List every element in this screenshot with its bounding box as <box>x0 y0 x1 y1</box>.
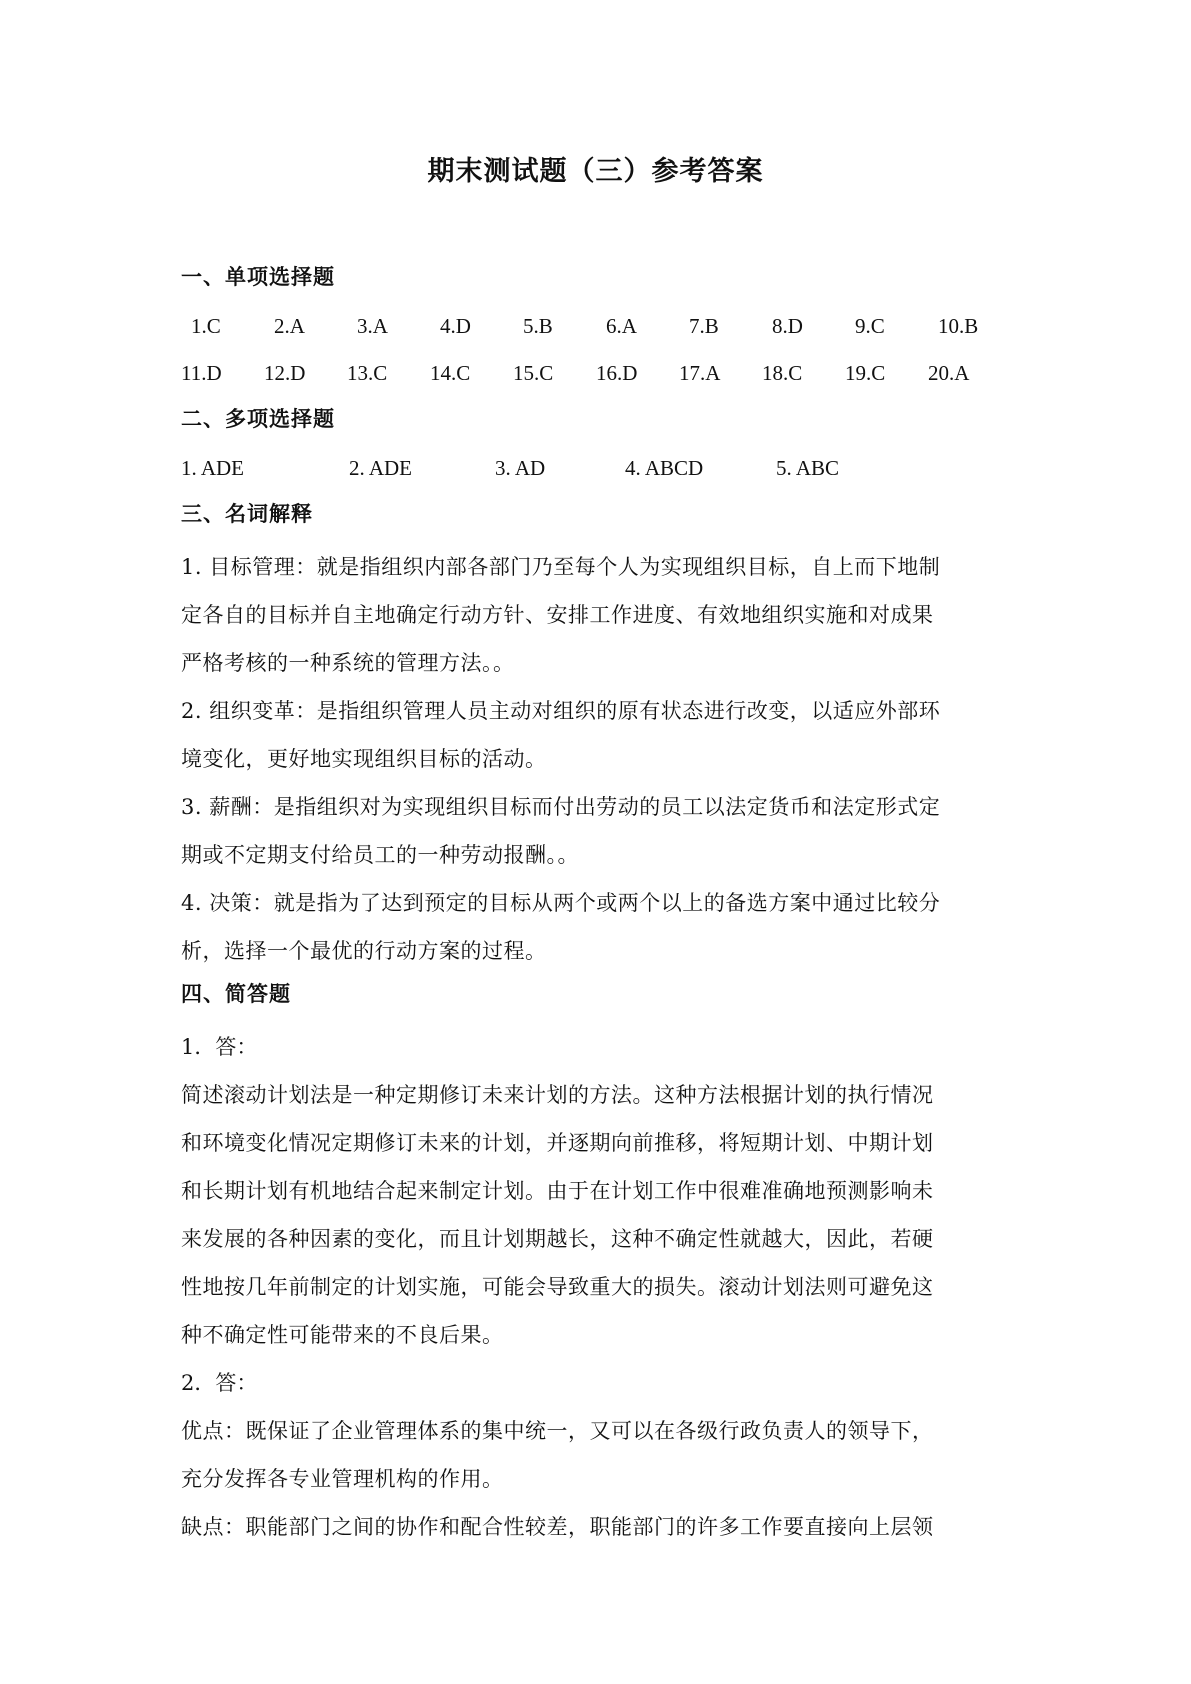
answer-item: 1. ADE <box>181 456 244 480</box>
answer-item: 19.C <box>845 361 886 385</box>
term-definition-4 <box>181 879 1016 975</box>
text-line: 境变化，更好地实现组织目标的活动。 <box>181 747 547 771</box>
answer-item: 5.B <box>523 314 553 338</box>
single-choice-row-2 <box>181 353 1016 400</box>
text-line: 析，选择一个最优的行动方案的过程。 <box>181 939 547 963</box>
text-line: 缺点：职能部门之间的协作和配合性较差，职能部门的许多工作要直接向上层领 <box>181 1515 934 1539</box>
short-answer-label-2: 2．答： <box>181 1371 258 1395</box>
section-heading-short-answer: 四、简答题 <box>181 982 291 1006</box>
text-line: 来发展的各种因素的变化，而且计划期越长，这种不确定性就越大，因此，若硬 <box>181 1227 934 1251</box>
text-line: 和长期计划有机地结合起来制定计划。由于在计划工作中很难准确地预测影响未 <box>181 1179 934 1203</box>
text-line: 3. 薪酬：是指组织对为实现组织目标而付出劳动的员工以法定货币和法定形式定 <box>181 795 941 819</box>
text-line: 种不确定性可能带来的不良后果。 <box>181 1323 504 1347</box>
answer-item: 10.B <box>938 314 979 338</box>
answer-item: 8.D <box>772 314 803 338</box>
answer-item: 5. ABC <box>776 456 840 480</box>
answer-item: 11.D <box>181 361 222 385</box>
answer-item: 2.A <box>274 314 305 338</box>
text-line: 和环境变化情况定期修订未来的计划，并逐期向前推移，将短期计划、中期计划 <box>181 1131 934 1155</box>
answer-item: 17.A <box>679 361 721 385</box>
answer-item: 2. ADE <box>349 456 412 480</box>
text-line: 简述滚动计划法是一种定期修订未来计划的方法。这种方法根据计划的执行情况 <box>181 1083 934 1107</box>
term-definition-1 <box>181 543 1016 687</box>
answer-item: 1.C <box>191 314 221 338</box>
text-line: 1. 目标管理：就是指组织内部各部门乃至每个人为实现组织目标，自上而下地制 <box>181 555 941 579</box>
text-line: 2. 组织变革：是指组织管理人员主动对组织的原有状态进行改变，以适应外部环 <box>181 699 941 723</box>
section-heading-terms: 三、名词解释 <box>181 502 313 526</box>
answer-item: 15.C <box>513 361 554 385</box>
section-heading-single-choice: 一、单项选择题 <box>181 265 335 289</box>
text-line: 性地按几年前制定的计划实施，可能会导致重大的损失。滚动计划法则可避免这 <box>181 1275 934 1299</box>
answer-item: 20.A <box>928 361 970 385</box>
short-answer-1 <box>181 1071 1016 1359</box>
answer-item: 18.C <box>762 361 803 385</box>
page-title: 期末测试题（三）参考答案 <box>427 156 764 187</box>
answer-item: 4. ABCD <box>625 456 704 480</box>
single-choice-row-1 <box>181 306 1016 353</box>
answer-item: 3.A <box>357 314 388 338</box>
text-line: 充分发挥各专业管理机构的作用。 <box>181 1467 504 1491</box>
text-line: 期或不定期支付给员工的一种劳动报酬。。 <box>181 843 579 867</box>
text-line: 4. 决策：就是指为了达到预定的目标从两个或两个以上的备选方案中通过比较分 <box>181 891 941 915</box>
text-line: 优点：既保证了企业管理体系的集中统一，又可以在各级行政负责人的领导下， <box>181 1419 934 1443</box>
answer-item: 9.C <box>855 314 885 338</box>
answer-item: 4.D <box>440 314 471 338</box>
short-answer-2 <box>181 1407 1016 1551</box>
answer-item: 12.D <box>264 361 306 385</box>
answer-item: 14.C <box>430 361 471 385</box>
term-definition-3 <box>181 783 1016 879</box>
term-definition-2 <box>181 687 1016 783</box>
answer-item: 13.C <box>347 361 388 385</box>
section-heading-multi-choice: 二、多项选择题 <box>181 407 335 431</box>
multi-choice-row <box>181 448 1016 495</box>
answer-item: 3. AD <box>495 456 546 480</box>
answer-item: 16.D <box>596 361 638 385</box>
short-answer-label-1: 1．答： <box>181 1035 258 1059</box>
answer-item: 7.B <box>689 314 719 338</box>
document-body <box>181 258 1016 1551</box>
text-line: 严格考核的一种系统的管理方法。。 <box>181 651 515 675</box>
answer-item: 6.A <box>606 314 637 338</box>
text-line: 定各自的目标并自主地确定行动方针、安排工作进度、有效地组织实施和对成果 <box>181 603 934 627</box>
